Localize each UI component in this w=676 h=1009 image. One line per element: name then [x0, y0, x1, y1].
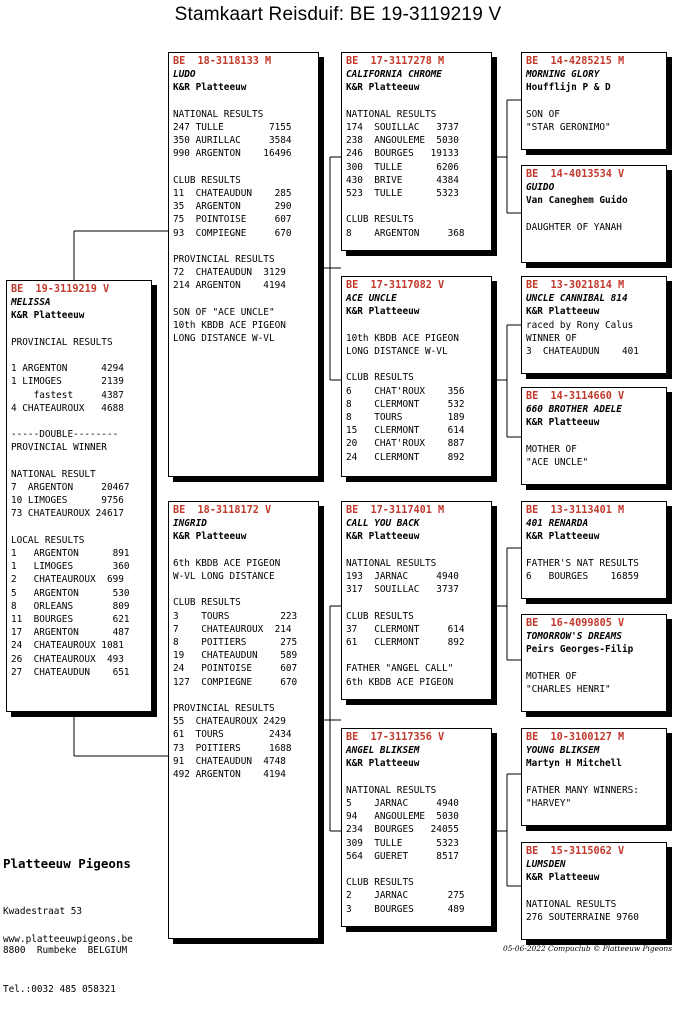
ring-number: BE 18-3118172 V	[173, 505, 272, 516]
result-line: NATIONAL RESULTS	[526, 898, 617, 910]
pigeon-card-sire-sire	[341, 52, 492, 251]
result-line: 10th KBDB ACE PIGEON	[346, 332, 459, 344]
result-line: 1 LIMOGES 360	[11, 561, 130, 573]
breeder-name: K&R Platteeuw	[526, 417, 600, 429]
result-line: NATIONAL RESULTS	[346, 557, 437, 569]
pigeon-card-sd-dam	[521, 387, 667, 485]
breeder-name: K&R Platteeuw	[526, 872, 600, 884]
result-line: 7 ARGENTON 20467	[11, 481, 130, 493]
result-line: 238 ANGOULEME 5030	[346, 135, 459, 147]
result-line: 10th KBDB ACE PIGEON	[173, 320, 286, 331]
ring-number: BE 16-4099805 V	[526, 618, 625, 629]
result-line: 309 TULLE 5323	[346, 837, 459, 849]
result-line: NATIONAL RESULTS	[346, 108, 437, 120]
pigeon-name: 660 BROTHER ADELE	[526, 404, 622, 416]
result-line: 15 CLERMONT 614	[346, 425, 465, 437]
ring-number: BE 10-3100127 M	[526, 732, 625, 743]
pigeon-name: YOUNG BLIKSEM	[526, 745, 600, 757]
result-line: 93 COMPIEGNE 670	[173, 227, 292, 239]
result-line: 317 SOUILLAC 3737	[346, 584, 459, 596]
result-line: 5 JARNAC 4940	[346, 798, 459, 809]
pigeon-name: LUDO	[173, 69, 196, 81]
result-line: 523 TULLE 5323	[346, 188, 459, 200]
pigeon-card-dd-dam	[521, 842, 667, 940]
result-line: FATHER'S NAT RESULTS	[526, 557, 639, 569]
result-line	[173, 293, 314, 306]
pigeon-name: MORNING GLORY	[526, 69, 600, 81]
result-line	[173, 95, 314, 108]
result-line	[11, 455, 147, 468]
result-line	[346, 358, 487, 371]
result-line: LOCAL RESULTS	[11, 534, 85, 546]
result-line: 20 CHAT'ROUX 887	[346, 438, 465, 450]
result-line	[526, 771, 662, 784]
result-line: MOTHER OF	[526, 443, 577, 455]
result-line: 5 ARGENTON 530	[11, 587, 130, 599]
ring-number: BE 17-3117278 M	[346, 56, 445, 67]
result-line: 246 BOURGES 19133	[346, 148, 459, 160]
pigeon-name: MELISSA	[11, 297, 51, 309]
result-line: 8 TOURS 189	[346, 412, 465, 423]
pigeon-name: CALIFORNIA CHROME	[346, 69, 442, 81]
result-line: -----DOUBLE--------	[11, 429, 119, 441]
ring-number: BE 18-3118133 M	[173, 56, 272, 67]
result-line: 55 CHATEAUROUX 2429	[173, 716, 286, 728]
result-line: CLUB RESULTS	[346, 214, 414, 226]
result-line	[173, 240, 314, 253]
result-line	[346, 649, 487, 662]
result-line	[346, 596, 487, 609]
result-line	[526, 657, 662, 670]
pigeon-name: 401 RENARDA	[526, 518, 589, 530]
result-line: CLUB RESULTS	[173, 174, 241, 186]
result-line: W-VL LONG DISTANCE	[173, 571, 275, 582]
result-line: FATHER "ANGEL CALL"	[346, 663, 454, 675]
result-line	[346, 319, 487, 332]
result-line: 3 BOURGES 489	[346, 903, 465, 915]
result-line: 2 JARNAC 275	[346, 890, 465, 902]
result-line: 8 CLERMONT 532	[346, 398, 465, 410]
result-line: 350 AURILLAC 3584	[173, 135, 292, 147]
pigeon-card-dam	[168, 501, 319, 939]
result-line: 247 TULLE 7155	[173, 122, 292, 133]
pigeon-card-dam-sire	[341, 501, 492, 700]
result-line: 2 CHATEAUROUX 699	[11, 574, 124, 586]
result-line	[11, 349, 147, 362]
ring-number: BE 13-3021814 M	[526, 280, 625, 291]
breeder-name: K&R Platteeuw	[346, 531, 420, 543]
result-line: "CHARLES HENRI"	[526, 684, 611, 695]
result-line: 6 BOURGES 16859	[526, 571, 639, 582]
result-line: 300 TULLE 6206	[346, 161, 459, 173]
pigeon-card-ss-sire	[521, 52, 667, 150]
breeder-name: K&R Platteeuw	[346, 82, 420, 94]
result-line	[346, 771, 487, 784]
result-line: 37 CLERMONT 614	[346, 623, 465, 635]
address-line: 8800 Rumbeke BELGIUM	[3, 945, 128, 956]
result-line: 11 CHATEAUDUN 285	[173, 188, 292, 199]
result-line: 61 CLERMONT 892	[346, 637, 465, 648]
result-line: CLUB RESULTS	[346, 372, 414, 384]
ring-number: BE 14-3114660 V	[526, 391, 625, 402]
result-line: 6th KBDB ACE PIGEON	[346, 676, 454, 688]
breeder-name: K&R Platteeuw	[526, 306, 600, 318]
result-line: "STAR GERONIMO"	[526, 122, 611, 133]
breeder-name: K&R Platteeuw	[173, 531, 247, 543]
result-line	[11, 323, 147, 336]
result-line	[526, 544, 662, 557]
website-link[interactable]: www.platteeuwpigeons.be	[3, 934, 133, 945]
result-line	[11, 415, 147, 428]
ring-number: BE 13-3113401 M	[526, 505, 625, 516]
pigeon-name: GUIDO	[526, 182, 555, 194]
result-line: 94 ANGOULEME 5030	[346, 811, 459, 823]
ring-number: BE 17-3117356 V	[346, 732, 445, 743]
result-line: 6th KBDB ACE PIGEON	[173, 557, 281, 569]
result-line: LONG DISTANCE W-VL	[173, 333, 275, 345]
pigeon-name: ANGEL BLIKSEM	[346, 745, 420, 757]
pigeon-card-sire	[168, 52, 319, 477]
breeder-name: K&R Platteeuw	[11, 310, 85, 322]
result-line: 26 CHATEAUROUX 493	[11, 653, 124, 665]
breeder-name: K&R Platteeuw	[346, 758, 420, 770]
result-line: CLUB RESULTS	[346, 877, 414, 889]
result-line: 8 ORLEANS 809	[11, 600, 130, 612]
pigeon-card-ds-dam	[521, 614, 667, 712]
breeder-name: Martyn H Mitchell	[526, 758, 622, 770]
result-line: 492 ARGENTON 4194	[173, 769, 286, 781]
result-line: 1 ARGENTON 4294	[11, 363, 124, 375]
result-line	[526, 208, 662, 221]
pigeon-card-subject	[6, 280, 152, 712]
breeder-name: K&R Platteeuw	[526, 531, 600, 543]
result-line: 4 CHATEAUROUX 4688	[11, 402, 124, 414]
result-line: 234 BOURGES 24055	[346, 824, 459, 836]
breeder-name: Van Caneghem Guido	[526, 195, 628, 207]
result-line	[346, 544, 487, 557]
result-line: 27 CHATEAUDUN 651	[11, 666, 130, 678]
result-line: 214 ARGENTON 4194	[173, 280, 286, 292]
result-line: 3 CHATEAUDUN 401	[526, 346, 639, 358]
result-line: CLUB RESULTS	[346, 610, 414, 622]
breeder-name: Peirs Georges-Filip	[526, 644, 634, 656]
pigeon-card-sd-sire	[521, 276, 667, 374]
result-line	[173, 544, 314, 557]
result-line: LONG DISTANCE W-VL	[346, 346, 448, 357]
result-line: 6 CHAT'ROUX 356	[346, 385, 465, 397]
address-line: Kwadestraat 53	[3, 906, 83, 917]
result-line	[173, 161, 314, 174]
breeder-name: K&R Platteeuw	[173, 82, 247, 94]
result-line: PROVINCIAL RESULTS	[11, 336, 113, 348]
result-line: "ACE UNCLE"	[526, 457, 589, 468]
result-line: PROVINCIAL WINNER	[11, 442, 107, 454]
result-line: 8 ARGENTON 368	[346, 227, 465, 239]
result-line: SON OF	[526, 108, 560, 120]
pigeon-name: LUMSDEN	[526, 859, 566, 871]
page-title: Stamkaart Reisduif: BE 19-3119219 V	[174, 4, 502, 25]
result-line: 61 TOURS 2434	[173, 729, 292, 741]
pigeon-name: CALL YOU BACK	[346, 518, 420, 530]
result-line: WINNER OF	[526, 332, 577, 344]
pigeon-card-dd-sire	[521, 728, 667, 826]
result-line: SON OF "ACE UNCLE"	[173, 306, 275, 318]
result-line: raced by Rony Calus	[526, 319, 634, 331]
result-line: 1 LIMOGES 2139	[11, 376, 124, 388]
result-line: 24 POINTOISE 607	[173, 663, 298, 675]
pigeon-card-sire-dam	[341, 276, 492, 477]
pigeon-card-dam-dam	[341, 728, 492, 927]
result-line: CLUB RESULTS	[173, 597, 241, 609]
result-line: 24 CHATEAUROUX 1081	[11, 640, 124, 652]
result-line	[346, 200, 487, 213]
result-line: 19 CHATEAUDUN 589	[173, 650, 298, 662]
organization-name: Platteeuw Pigeons	[3, 856, 131, 871]
result-line: 11 BOURGES 621	[11, 614, 130, 625]
pigeon-name: UNCLE CANNIBAL 814	[526, 293, 628, 305]
ring-number: BE 19-3119219 V	[11, 284, 110, 295]
result-line	[526, 430, 662, 443]
pigeon-name: TOMORROW'S DREAMS	[526, 631, 622, 643]
result-line	[346, 95, 487, 108]
result-line: 193 JARNAC 4940	[346, 571, 459, 582]
ring-number: BE 14-4285215 M	[526, 56, 625, 67]
result-line	[173, 689, 314, 702]
result-line: 91 CHATEAUDUN 4748	[173, 755, 286, 767]
result-line: 7 CHATEAUROUX 214	[173, 623, 292, 635]
result-line: 72 CHATEAUDUN 3129	[173, 267, 286, 279]
result-line: NATIONAL RESULT	[11, 468, 96, 480]
result-line	[173, 583, 314, 596]
ring-number: BE 15-3115062 V	[526, 846, 625, 857]
result-line	[11, 521, 147, 534]
result-line: FATHER MANY WINNERS:	[526, 784, 639, 796]
result-line: 1 ARGENTON 891	[11, 547, 130, 559]
result-line: 73 CHATEAUROUX 24617	[11, 508, 124, 520]
result-line: 73 POITIERS 1688	[173, 742, 292, 754]
result-line: 127 COMPIEGNE 670	[173, 676, 298, 688]
result-line: 24 CLERMONT 892	[346, 451, 465, 463]
result-line: 10 LIMOGES 9756	[11, 495, 124, 507]
result-line: 174 SOUILLAC 3737	[346, 122, 459, 133]
breeder-name: Houfflijn P & D	[526, 82, 611, 94]
result-line: 35 ARGENTON 290	[173, 201, 292, 213]
breeder-name: K&R Platteeuw	[346, 306, 420, 318]
result-line: DAUGHTER OF YANAH	[526, 221, 622, 233]
result-line: NATIONAL RESULTS	[173, 108, 264, 120]
result-line	[346, 863, 487, 876]
result-line: fastest 4387	[11, 389, 124, 401]
result-line: 8 POITIERS 275	[173, 637, 298, 648]
address-line: Tel.:0032 485 058321	[3, 984, 116, 995]
pigeon-card-ds-sire	[521, 501, 667, 599]
result-line	[526, 885, 662, 898]
pigeon-name: INGRID	[173, 518, 207, 530]
result-line: 990 ARGENTON 16496	[173, 148, 292, 160]
result-line	[526, 95, 662, 108]
result-line: 17 ARGENTON 487	[11, 627, 130, 639]
result-line: 3 TOURS 223	[173, 610, 298, 622]
result-line: 276 SOUTERRAINE 9760	[526, 912, 639, 923]
ring-number: BE 17-3117082 V	[346, 280, 445, 291]
print-credit: 05-06-2022 Compuclub © Platteeuw Pigeons	[503, 944, 672, 953]
ring-number: BE 14-4013534 V	[526, 169, 625, 180]
result-line: 564 GUERET 8517	[346, 850, 459, 862]
ring-number: BE 17-3117401 M	[346, 505, 445, 516]
result-line: PROVINCIAL RESULTS	[173, 703, 275, 714]
result-line: 75 POINTOISE 607	[173, 214, 292, 226]
result-line: MOTHER OF	[526, 670, 577, 682]
result-line: "HARVEY"	[526, 798, 572, 809]
pigeon-card-ss-dam	[521, 165, 667, 263]
result-line: PROVINCIAL RESULTS	[173, 254, 275, 265]
pigeon-name: ACE UNCLE	[346, 293, 397, 305]
result-line: NATIONAL RESULTS	[346, 784, 437, 796]
result-line: 430 BRIVE 4384	[346, 174, 459, 186]
